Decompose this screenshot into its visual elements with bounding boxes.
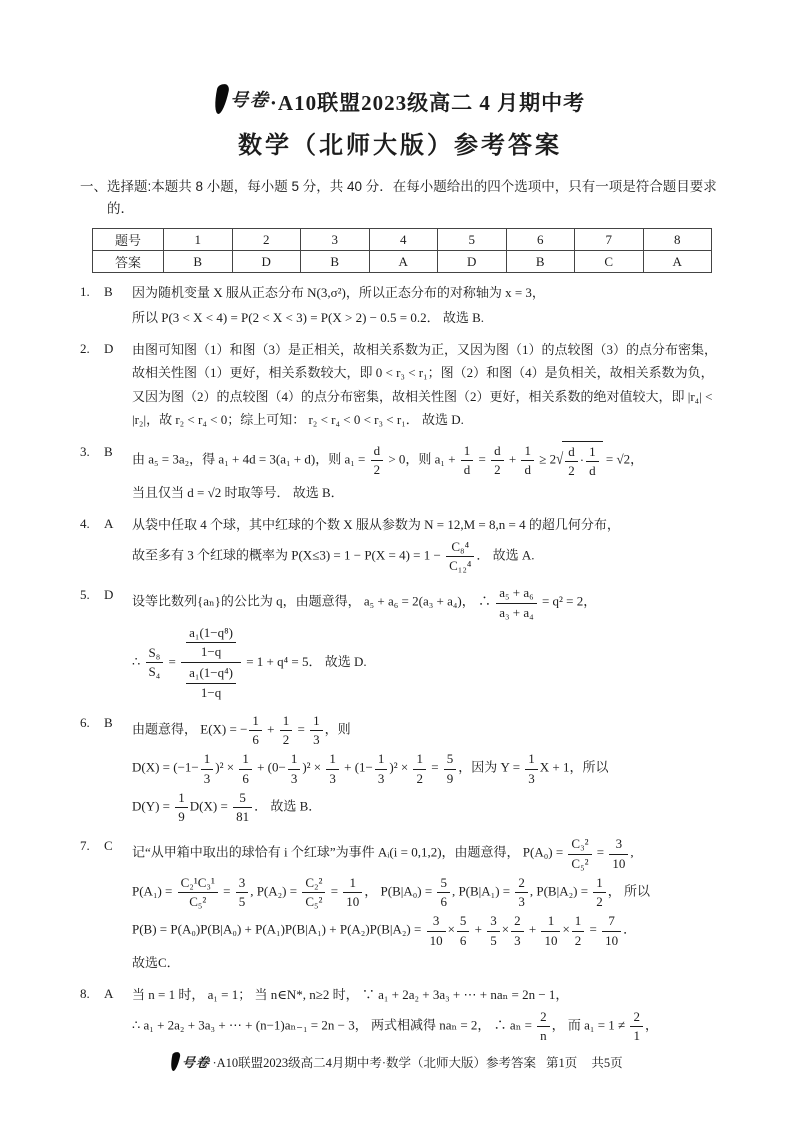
solution-line: 由题意得， E(X) = − $\frac{1}{6}$ + $\frac{1}{2}$ = $\frac{1}{3}$ ，则 [132,712,351,748]
answer-row [93,251,712,273]
solution-line: D(X) = (−1− $\frac{1}{3}$ )² × $\frac{1}{6}$ + (0− $\frac{1}{3}$ )² × $\frac{1}{3}$ + (1− $\frac{1}{3}$ )² × $\frac{1}{2}$ = $\frac{5}{9}$ ，因为 Y = $\frac{1}{3}$ X + 1，所以 [132,751,609,786]
solution-number: 5. [80,587,90,603]
answers-title: 数学（北师大版）参考答案 [238,133,562,159]
solution-line: 故选C． [132,954,180,970]
solution-line: P(B) = P(A₀)P(B|A₀) + P(A₁)P(B|A₁) + P(A₂)P(B|A₂) = $\frac{3}{10}$ × $\frac{5}{6}$ + $\frac{3}{5}$ × $\frac{2}{3}$ + $\frac{1}{10}$ × $\frac{1}{2}$ = $\frac{7}{10}$ ． [132,913,637,948]
question-number-cell: 6 [506,229,575,251]
answer-cell: B [301,251,370,273]
solution-body [132,711,720,828]
solution-item-8 [80,982,720,1046]
solution-item-5 [80,583,720,704]
question-number-cell: 1 [164,229,233,251]
row-label-answer: 答案 [93,251,164,273]
solution-body [132,583,720,704]
solution-line: 设等比数列{aₙ}的公比为 q，由题意得， a₅ + a₆ = 2(a₃ + a₄)， ∴ $\frac{\text{a₅ + a₆}}{\text{a₃ + a₄}}$ = q² = 2， [132,585,597,620]
solution-number: 7. [80,838,90,854]
solution-item-7 [80,834,720,975]
solution-line: 由图可知图（1）和图（3）是正相关，故相关系数为正，又因为图（1）的点较图（3）的点分布密集，故相关性图（1）更好，相关系数较大，即 0 < r₃ < r₁；图（2）和图（4）是负相关，故相关系数为负，又因为图（2）的点较图（4）的点分布密集，故相关性图（2）更好，相关系数的绝对值较大，即 |r₄| < |r₂|，故 r₂ < r₄ < 0；综上可知： r₂ < r₄ < 0 < r₃ < r₁． 故选 D. [132,341,718,428]
answer-cell: D [232,251,301,273]
solution-line: P(A₁) = $\frac{\text{C₂¹C₃¹}}{\text{C₅²}}$ = $\frac{3}{5}$ , P(A₂) = $\frac{\text{C₂²}}{\text{C₅²}}$ = $\frac{1}{10}$ ， P(B|A₀) = $\frac{5}{6}$ , P(B|A₁) = $\frac{2}{3}$ , P(B|A₂) = $\frac{1}{2}$ ， 所以 [132,874,651,910]
solution-number: 8. [80,986,90,1002]
answer-cell: B [506,251,575,273]
page-footer [0,1052,794,1071]
solution-line: ∴ $\frac{\text{S₈}}{\text{S₄}}$ = $\frac{\frac{\text{a₁(1−q⁸)}}{1-q}}{\frac{\text{a₁(1−q⁴)}}{1-q}}$ = 1 + q⁴ = 5． 故选 D. [132,624,367,700]
solution-item-1 [80,280,720,330]
solution-body [132,982,720,1046]
solution-line: 故至多有 3 个红球的概率为 P(X≤3) = 1 − P(X = 4) = 1 − $\frac{\text{C₈⁴}}{\text{C₁₂⁴}}$ ． 故选 A. [132,538,535,574]
question-number-cell: 5 [438,229,507,251]
answer-cell: C [575,251,644,273]
brush-stroke-icon [169,1052,181,1072]
brush-stroke-icon [212,84,230,115]
solution-number: 1. [80,284,90,300]
answer-cell: A [643,251,712,273]
answer-cell: B [164,251,233,273]
question-number-cell: 4 [369,229,438,251]
footer-brand-name: 号卷 [181,1055,212,1070]
solution-answer: B [104,714,113,730]
solution-item-4 [80,512,720,576]
footer-text: ·A10联盟2023级高二4月期中考·数学（北师大版）参考答案 [212,1056,537,1070]
solution-answer: B [104,284,113,300]
question-number-cell: 3 [301,229,370,251]
row-label-number: 题号 [93,229,164,251]
solution-line: 当且仅当 d = √2 时取等号． 故选 B． [132,485,344,501]
solution-line: 因为随机变量 X 服从正态分布 N(3,σ²)，所以正态分布的对称轴为 x = 3， [132,285,545,301]
solution-line: 记“从甲箱中取出的球恰有 i 个红球”为事件 Aᵢ(i = 0,1,2)，由题意得， P(A₀) = $\frac{\text{C₃²}}{\text{C₅²}}$ = $\frac{3}{10}$ , [132,836,634,871]
solution-line: 所以 P(3 < X < 4) = P(2 < X < 3) = P(X > 2) − 0.5 = 0.2． 故选 B. [132,309,484,325]
solution-item-3 [80,440,720,506]
solution-number: 2. [80,340,90,356]
solution-item-2 [80,337,720,433]
answer-cell: A [369,251,438,273]
solution-number: 6. [80,714,90,730]
solution-line: 从袋中任取 4 个球，其中红球的个数 X 服从参数为 N = 12,M = 8,n = 4 的超几何分布， [132,517,620,533]
exam-title-text: ·A10联盟2023级高二 4 月期中考 [269,91,586,115]
section-heading: 一、选择题:本题共 8 小题，每小题 5 分，共 40 分．在每小题给出的四个选项中，只有一项是符合题目要求的． [80,179,717,216]
solution-line: 由 a₅ = 3a₂，得 a₁ + 4d = 3(a₁ + d)，则 a₁ = $\frac{d}{2}$ > 0，则 a₁ + $\frac{1}{d}$ = $\frac{d}{2}$ + $\frac{1}{d}$ ≥ 2√ $\frac{d}{2}$ · $\frac{1}{d}$ = √2， [132,441,720,481]
brand-logo [215,84,270,114]
solution-body [132,834,720,975]
solution-answer: A [104,986,114,1002]
question-number-row [93,229,712,251]
solution-answer: D [104,587,114,603]
solution-body [132,337,720,433]
solution-item-6 [80,711,720,828]
solution-answer: B [104,443,113,459]
solution-body [132,440,720,506]
total-pages: 共5页 [591,1056,623,1070]
footer-brand-logo [171,1052,210,1071]
solution-answer: C [104,838,113,854]
answer-table [92,228,712,273]
solution-body [132,280,720,330]
solution-line: D(Y) = $\frac{1}{9}$ D(X) = $\frac{5}{81}$ ． 故选 B． [132,789,322,825]
question-number-cell: 8 [643,229,712,251]
solution-answer: D [104,340,114,356]
question-number-cell: 7 [575,229,644,251]
exam-title [80,84,720,117]
question-number-cell: 2 [232,229,301,251]
solution-answer: A [104,516,114,532]
page-number: 第1页 [546,1056,578,1070]
brand-name: 号卷 [228,90,271,110]
solution-number: 4. [80,516,90,532]
solution-line: 当 n = 1 时， a₁ = 1； 当 n∈N*, n≥2 时， ∵ a₁ + 2a₂ + 3a₃ + ⋯ + naₙ = 2n − 1， [132,987,569,1003]
solution-body [132,512,720,576]
answer-cell: D [438,251,507,273]
solution-line: ∴ a₁ + 2a₂ + 3a₃ + ⋯ + (n−1)aₙ₋₁ = 2n − 3， 两式相减得 naₙ = 2， ∴ aₙ = $\frac{2}{n}$ ， 而 a₁ = 1 ≠ $\frac{2}{1}$ ， [132,1008,658,1043]
solution-number: 3. [80,443,90,459]
